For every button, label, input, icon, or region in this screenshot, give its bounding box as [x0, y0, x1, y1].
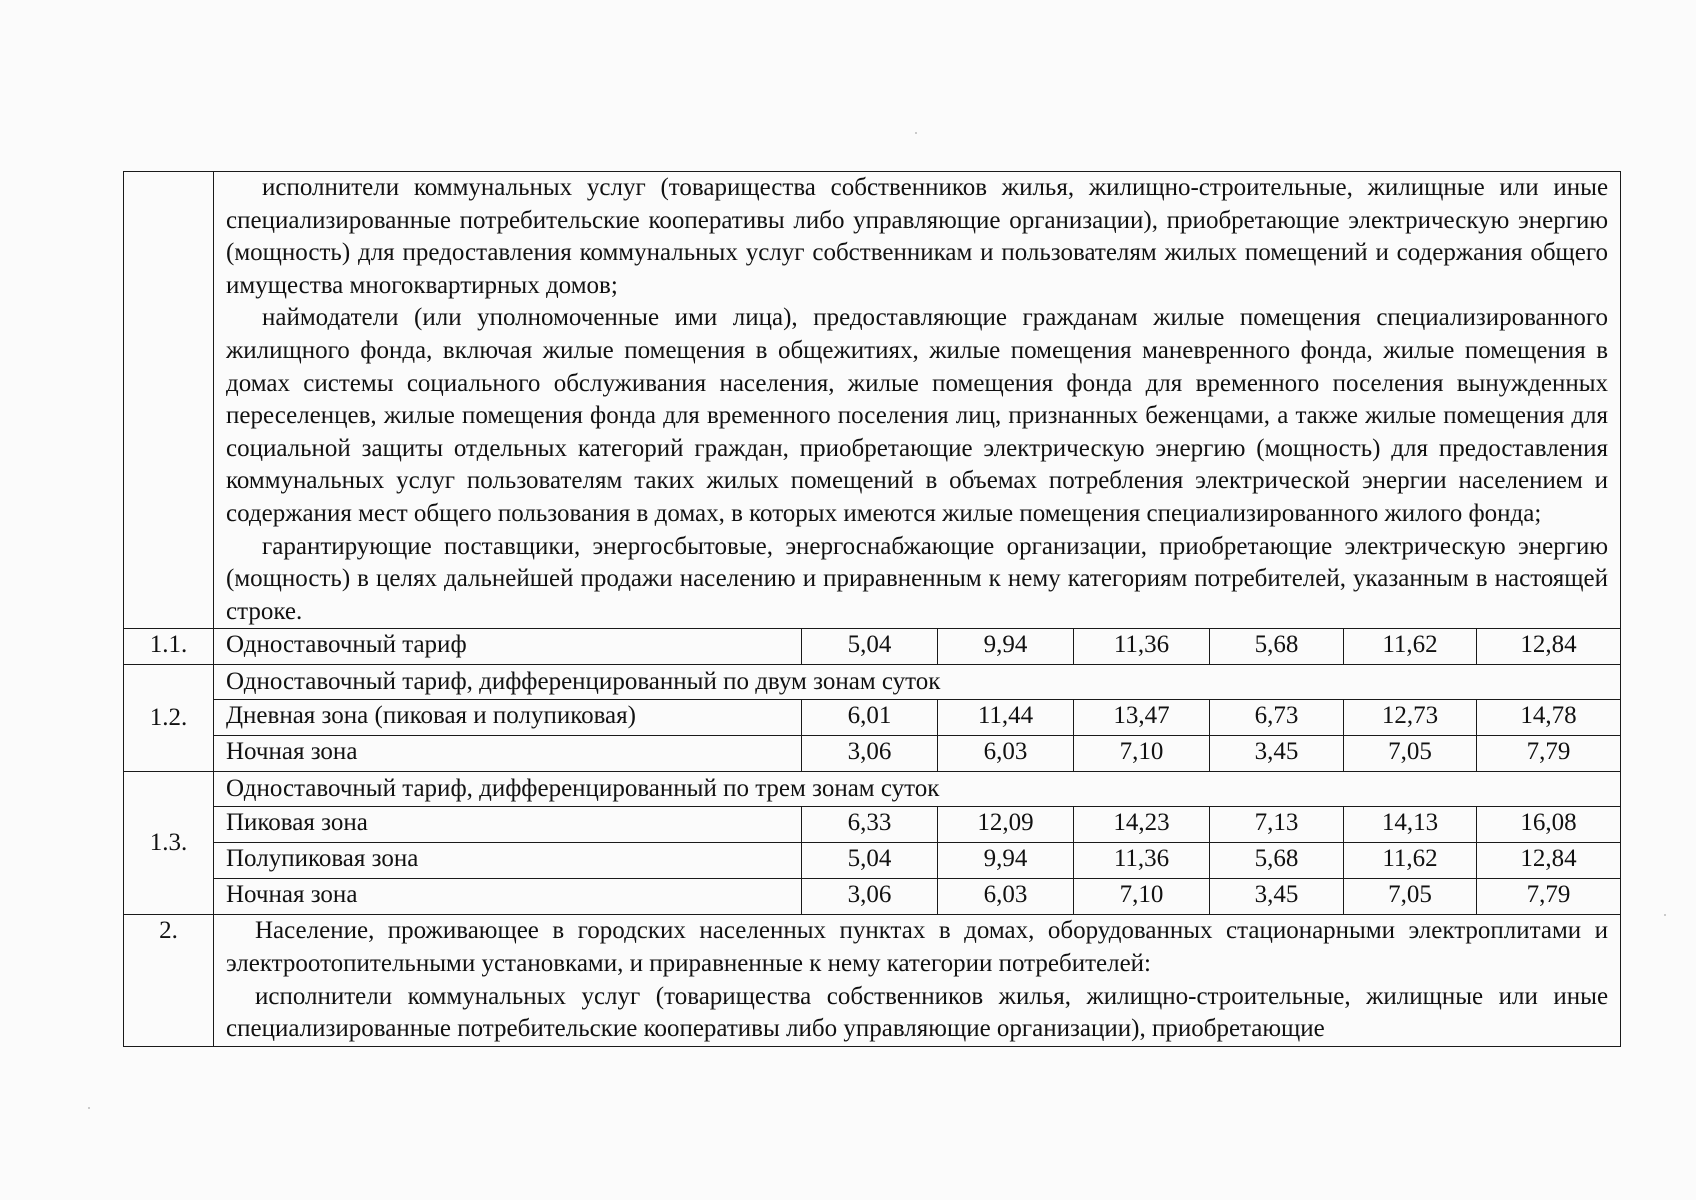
- tariff-value: 5,68: [1210, 843, 1344, 879]
- row-number: 1.2.: [124, 665, 214, 772]
- tariff-value: 3,45: [1210, 736, 1344, 772]
- tariff-value: 11,44: [938, 700, 1074, 736]
- scan-speck: [915, 132, 917, 134]
- intro-paragraph: гарантирующие поставщики, энергосбытовые, энергоснабжающие организации, приобретающие электрическую энергию (мощность) в целях дальнейшей продажи населению и приравненным к нему категориям потребителей, указанным в настоящей строке.: [226, 532, 1609, 625]
- tariff-value: 16,08: [1477, 807, 1621, 843]
- tariff-value: 6,03: [938, 736, 1074, 772]
- tariff-value: 9,94: [938, 629, 1074, 665]
- tariff-value: 3,06: [802, 879, 938, 915]
- zone-label: Полупиковая зона: [214, 843, 802, 879]
- tariff-value: 12,84: [1477, 629, 1621, 665]
- tariff-label: Одноставочный тариф: [214, 629, 802, 665]
- tariff-value: 11,62: [1344, 629, 1477, 665]
- table-row: [124, 629, 1621, 665]
- tariff-table: [123, 171, 1621, 1047]
- tariff-value: 6,03: [938, 879, 1074, 915]
- table-row: [124, 700, 1621, 736]
- scan-speck: [88, 1107, 90, 1109]
- tariff-value: 12,09: [938, 807, 1074, 843]
- category-paragraph: исполнители коммунальных услуг (товарищества собственников жилья, жилищно-строительные, жилищные или иные специализированные потребительские кооперативы либо управляющие организации), приобретающие: [226, 982, 1609, 1043]
- row-number-cell: [124, 172, 214, 629]
- tariff-value: 7,05: [1344, 736, 1477, 772]
- tariff-heading: Одноставочный тариф, дифференцированный по трем зонам суток: [214, 772, 1621, 807]
- row-number: 1.1.: [124, 629, 214, 665]
- zone-label: Дневная зона (пиковая и полупиковая): [214, 700, 802, 736]
- category-paragraph: Население, проживающее в городских населенных пунктах в домах, оборудованных стационарными электроплитами и электроотопительными установками, и приравненные к нему категории потребителей:: [226, 917, 1609, 977]
- tariff-value: 11,36: [1074, 843, 1210, 879]
- tariff-value: 7,10: [1074, 736, 1210, 772]
- table-row: [124, 843, 1621, 879]
- table-row: [124, 915, 1621, 1046]
- tariff-value: 5,68: [1210, 629, 1344, 665]
- zone-label: Ночная зона: [214, 736, 802, 772]
- category-text-cell: [214, 915, 1621, 1046]
- intro-text-cell: [214, 172, 1621, 629]
- tariff-value: 7,79: [1477, 879, 1621, 915]
- zone-label: Ночная зона: [214, 879, 802, 915]
- intro-paragraph: исполнители коммунальных услуг (товарищества собственников жилья, жилищно-строительные, жилищные или иные специализированные потребительские кооперативы либо управляющие организации), приобретающие электрическую энергию (мощность) для предоставления коммунальных услуг собственникам и пользователям жилых помещений и содержания общего имущества многоквартирных домов;: [226, 174, 1609, 299]
- intro-paragraph: наймодатели (или уполномоченные ими лица), предоставляющие гражданам жилые помещения специализированного жилищного фонда, включая жилые помещения в общежитиях, жилые помещения маневренного фонда, жилые помещения в домах системы социального обслуживания населения, жилые помещения фонда для временного поселения вынужденных переселенцев, жилые помещения фонда для временного поселения лиц, признанных беженцами, а также жилые помещения для социальной защиты отдельных категорий граждан, приобретающие электрическую энергию (мощность) для предоставления коммунальных услуг пользователям таких жилых помещений в объемах потребления электрической энергии населением и содержания мест общего пользования в домах, в которых имеются жилые помещения специализированного жилого фонда;: [226, 304, 1609, 527]
- table-row: [124, 879, 1621, 915]
- table-row: [124, 807, 1621, 843]
- tariff-value: 6,33: [802, 807, 938, 843]
- tariff-value: 6,73: [1210, 700, 1344, 736]
- table-row: [124, 736, 1621, 772]
- tariff-value: 3,06: [802, 736, 938, 772]
- tariff-value: 6,01: [802, 700, 938, 736]
- tariff-value: 3,45: [1210, 879, 1344, 915]
- tariff-value: 5,04: [802, 629, 938, 665]
- tariff-value: 9,94: [938, 843, 1074, 879]
- tariff-value: 7,79: [1477, 736, 1621, 772]
- tariff-value: 7,13: [1210, 807, 1344, 843]
- tariff-value: 14,23: [1074, 807, 1210, 843]
- table-row: [124, 665, 1621, 700]
- scan-speck: [1664, 914, 1666, 916]
- tariff-heading: Одноставочный тариф, дифференцированный по двум зонам суток: [214, 665, 1621, 700]
- tariff-value: 12,73: [1344, 700, 1477, 736]
- tariff-value: 7,10: [1074, 879, 1210, 915]
- row-number: 1.3.: [124, 772, 214, 915]
- tariff-value: 11,36: [1074, 629, 1210, 665]
- row-number: 2.: [124, 915, 214, 1046]
- intro-row: [124, 172, 1621, 629]
- tariff-value: 12,84: [1477, 843, 1621, 879]
- tariff-value: 7,05: [1344, 879, 1477, 915]
- tariff-value: 14,78: [1477, 700, 1621, 736]
- tariff-value: 11,62: [1344, 843, 1477, 879]
- tariff-value: 14,13: [1344, 807, 1477, 843]
- zone-label: Пиковая зона: [214, 807, 802, 843]
- tariff-value: 5,04: [802, 843, 938, 879]
- table-row: [124, 772, 1621, 807]
- tariff-value: 13,47: [1074, 700, 1210, 736]
